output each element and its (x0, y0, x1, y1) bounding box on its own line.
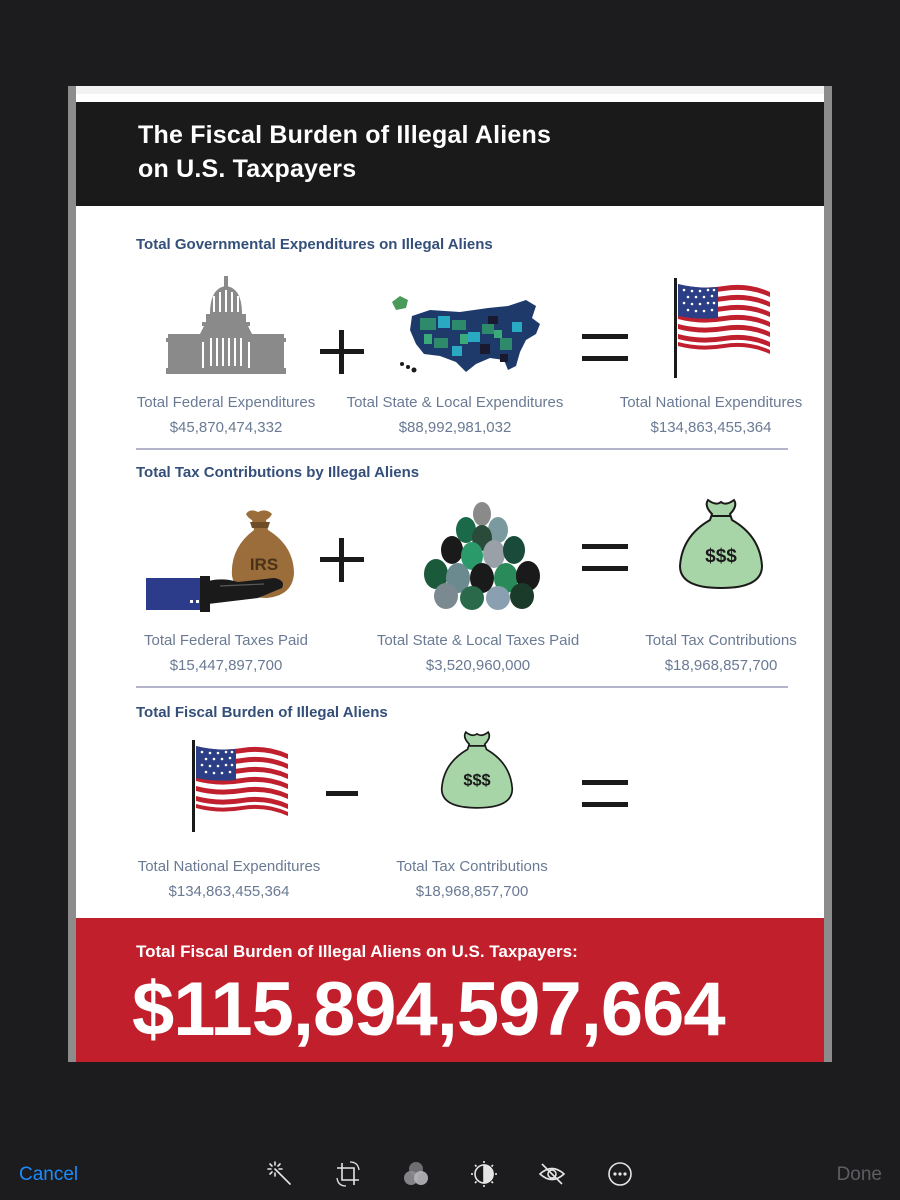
total-burden-label: Total Fiscal Burden of Illegal Aliens on U.S. Taxpayers: (136, 942, 578, 961)
caption-value: $18,968,857,700 (664, 657, 778, 674)
infographic (76, 94, 824, 1062)
money-bag-icon (678, 496, 764, 592)
capitol-building-icon (166, 274, 286, 374)
section2-heading: Total Tax Contributions by Illegal Aliens (136, 464, 420, 481)
caption-value: $3,520,960,000 (425, 657, 531, 674)
filters-icon[interactable] (402, 1160, 430, 1188)
done-button[interactable]: Done (836, 1164, 882, 1185)
us-map-icon (390, 294, 550, 378)
caption-value: $18,968,857,700 (415, 883, 529, 900)
irs-money-bag-hand-icon (146, 506, 296, 618)
adjust-dial-icon[interactable] (470, 1160, 498, 1188)
bag-dollar-text: $$$ (463, 771, 491, 790)
federal-expenditures-caption (116, 394, 336, 436)
section-divider (136, 686, 788, 688)
plus-operator-icon (320, 538, 364, 582)
title-line-2: on U.S. Taxpayers (138, 155, 357, 183)
us-flag-icon (192, 740, 290, 832)
photo-edit-toolbar (0, 1148, 900, 1200)
title-line-1: The Fiscal Burden of Illegal Aliens (138, 121, 552, 149)
more-options-icon[interactable] (606, 1160, 634, 1188)
state-local-expenditures-caption (330, 394, 580, 436)
tax-contributions-caption (372, 858, 572, 900)
crop-rotate-icon[interactable] (334, 1160, 362, 1188)
caption-label: Total Federal Taxes Paid (144, 632, 308, 649)
national-expenditures-caption (596, 394, 824, 436)
federal-taxes-caption (116, 632, 336, 674)
national-expenditures-caption (116, 858, 342, 900)
money-bags-pile-icon (416, 500, 546, 610)
total-burden-value: $115,894,597,664 (132, 967, 725, 1052)
section3-heading: Total Fiscal Burden of Illegal Aliens (136, 704, 388, 721)
photo-preview (68, 86, 832, 1062)
equals-operator-icon (582, 544, 628, 572)
photo-edge-strip (76, 86, 824, 94)
caption-label: Total Tax Contributions (396, 858, 548, 875)
equals-operator-icon (582, 780, 628, 808)
minus-operator-icon (326, 791, 358, 796)
section-divider (136, 448, 788, 450)
total-burden-band (76, 918, 824, 1062)
caption-value: $15,447,897,700 (169, 657, 283, 674)
bag-dollar-text: $$$ (705, 546, 737, 567)
equals-operator-icon (582, 334, 628, 362)
magic-wand-icon[interactable] (266, 1160, 294, 1188)
money-bag-icon (440, 728, 514, 812)
plus-operator-icon (320, 330, 364, 374)
caption-label: Total State & Local Taxes Paid (376, 632, 580, 649)
tax-contributions-caption (616, 632, 824, 674)
caption-value: $88,992,981,032 (398, 419, 512, 436)
state-local-taxes-caption (356, 632, 600, 674)
cancel-button[interactable]: Cancel (19, 1164, 79, 1185)
caption-label: Total Tax Contributions (645, 632, 797, 649)
caption-label: Total National Expenditures (619, 394, 803, 411)
caption-label: Total National Expenditures (137, 858, 321, 875)
section1-heading: Total Governmental Expenditures on Illegal Aliens (136, 236, 493, 253)
markup-hide-icon[interactable] (538, 1160, 566, 1188)
caption-value: $134,863,455,364 (168, 883, 290, 900)
caption-label: Total State & Local Expenditures (346, 394, 564, 411)
caption-value: $45,870,474,332 (169, 419, 283, 436)
caption-value: $134,863,455,364 (650, 419, 772, 436)
caption-label: Total Federal Expenditures (136, 394, 316, 411)
irs-bag-text: IRS (249, 555, 279, 574)
us-flag-icon (674, 278, 772, 378)
title-band (76, 102, 824, 206)
